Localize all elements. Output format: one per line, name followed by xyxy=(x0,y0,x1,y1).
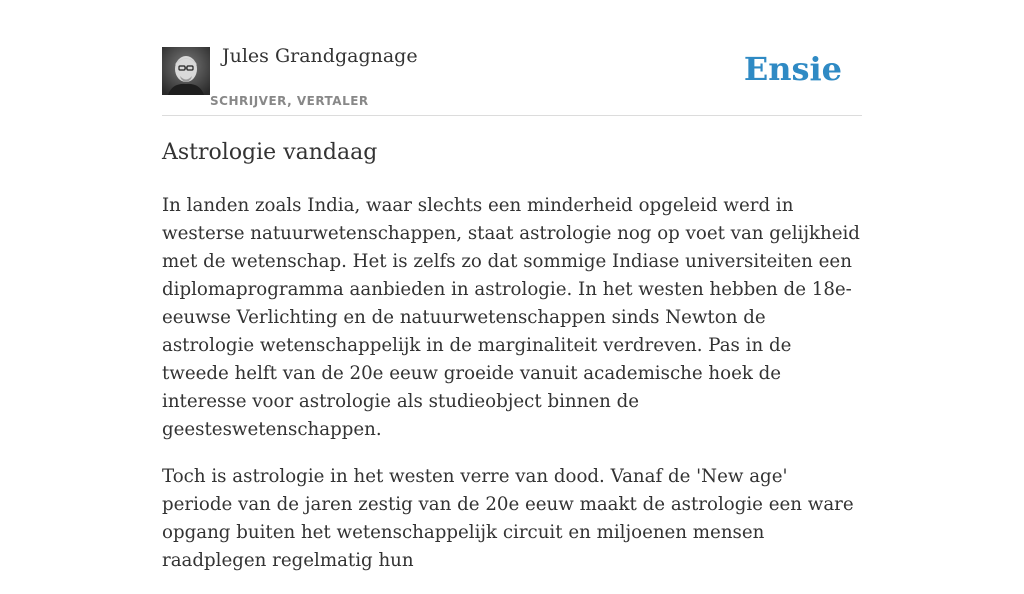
article-body xyxy=(162,192,862,594)
article-header xyxy=(162,0,862,116)
author-avatar[interactable] xyxy=(162,47,210,95)
article-container xyxy=(162,0,862,571)
article-title: Astrologie vandaag xyxy=(162,140,378,165)
article-paragraph: Toch is astrologie in het westen verre van dood. Vanaf de 'New age' periode van de jaren zestig van de 20e eeuw maakt de astrologie een ware opgang buiten het wetenschappelijk circuit en miljoenen mensen raadplegen regelmatig hun xyxy=(162,466,854,571)
author-portrait-icon xyxy=(162,47,210,95)
article-paragraph: In landen zoals India, waar slechts een minderheid opgeleid werd in westerse natuurwetenschappen, staat astrologie nog op voet van gelijkheid met de wetenschap. Het is zelfs zo dat sommige Indiase universiteiten een diplomaprogramma aanbieden in astrologie. In het westen hebben de 18e-eeuwse Verlichting en de natuurwetenschappen sinds Newton de astrologie wetenschappelijk in de marginaliteit verdreven. Pas in de tweede helft van de 20e eeuw groeide vanuit academische hoek de interesse voor astrologie als studieobject binnen de geesteswetenschappen. xyxy=(162,195,860,440)
author-role: SCHRIJVER, VERTALER xyxy=(210,94,369,108)
ensie-logo[interactable]: Ensie xyxy=(743,50,842,88)
author-name[interactable]: Jules Grandgagnage xyxy=(222,45,418,67)
